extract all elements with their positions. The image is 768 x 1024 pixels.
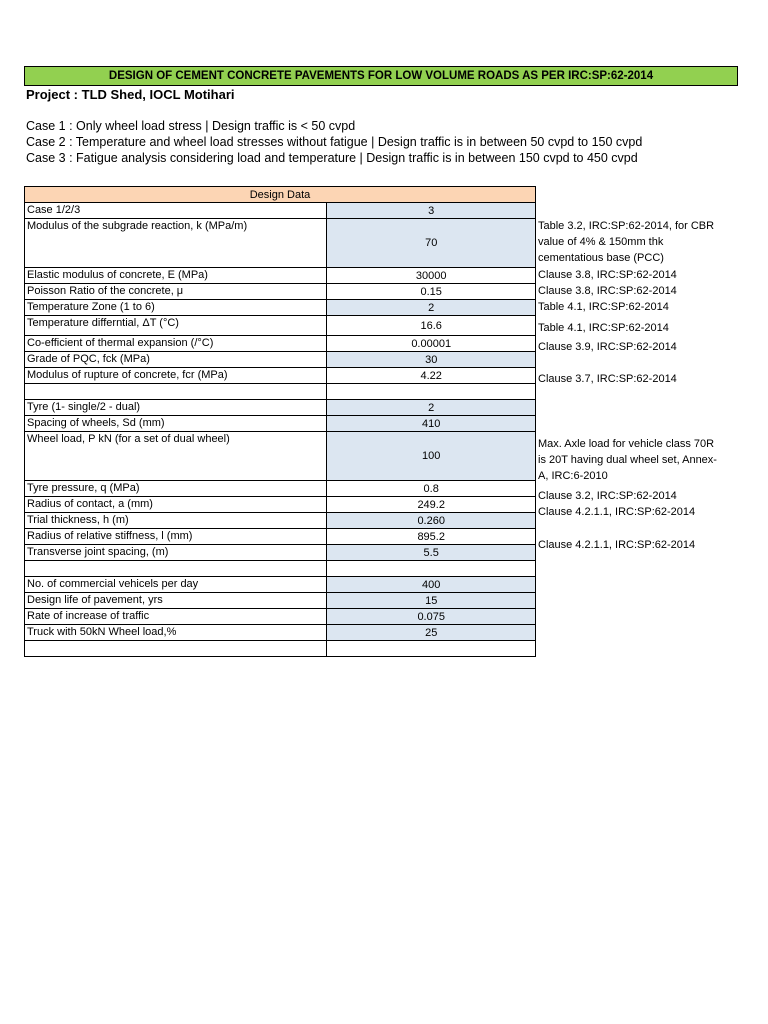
row-label: Elastic modulus of concrete, E (MPa)	[25, 268, 327, 284]
row-label: Tyre (1- single/2 - dual)	[25, 400, 327, 416]
table-row	[25, 497, 536, 513]
relative-stiffness-cell[interactable]: 895.2	[327, 529, 536, 545]
row-label: Tyre pressure, q (MPa)	[25, 481, 327, 497]
row-label	[25, 384, 327, 400]
case-3-text: Case 3 : Fatigue analysis considering load and temperature | Design traffic is in between 150 cvpd to 450 cvpd	[26, 151, 638, 165]
note-line: cementatious base (PCC)	[538, 252, 664, 264]
elastic-reference-note: Clause 3.8, IRC:SP:62-2014	[538, 269, 677, 281]
temp-diff-reference-note: Table 4.1, IRC:SP:62-2014	[538, 322, 669, 334]
elastic-modulus-cell[interactable]: 30000	[327, 268, 536, 284]
table-row	[25, 513, 536, 529]
row-label: Modulus of rupture of concrete, fcr (MPa)	[25, 368, 327, 384]
row-label: Trial thickness, h (m)	[25, 513, 327, 529]
sheet-title: DESIGN OF CEMENT CONCRETE PAVEMENTS FOR LOW VOLUME ROADS AS PER IRC:SP:62-2014	[24, 66, 738, 86]
row-label: Temperature differntial, ΔT (°C)	[25, 316, 327, 336]
tyre-pressure-cell[interactable]: 0.8	[327, 481, 536, 497]
case-descriptions	[26, 118, 642, 166]
thermal-expansion-cell[interactable]: 0.00001	[327, 336, 536, 352]
trial-thickness-cell[interactable]: 0.260	[327, 513, 536, 529]
table-row	[25, 368, 536, 384]
empty-cell[interactable]	[327, 561, 536, 577]
truck-percent-cell[interactable]: 25	[327, 625, 536, 641]
table-row	[25, 203, 536, 219]
row-label: No. of commercial vehicels per day	[25, 577, 327, 593]
empty-cell[interactable]	[327, 384, 536, 400]
poisson-reference-note: Clause 3.8, IRC:SP:62-2014	[538, 285, 677, 297]
case-value-cell[interactable]: 3	[327, 203, 536, 219]
poisson-ratio-cell[interactable]: 0.15	[327, 284, 536, 300]
row-label	[25, 561, 327, 577]
case-2-text: Case 2 : Temperature and wheel load stresses without fatigue | Design traffic is in between 50 cvpd to 150 cvpd	[26, 135, 643, 149]
note-line: A, IRC:6-2010	[538, 470, 608, 482]
empty-cell[interactable]	[327, 641, 536, 657]
row-label: Truck with 50kN Wheel load,%	[25, 625, 327, 641]
table-row	[25, 416, 536, 432]
table-row	[25, 545, 536, 561]
row-label	[25, 641, 327, 657]
zone-reference-note: Table 4.1, IRC:SP:62-2014	[538, 301, 669, 313]
tyre-type-cell[interactable]: 2	[327, 400, 536, 416]
row-label: Case 1/2/3	[25, 203, 327, 219]
table-row	[25, 284, 536, 300]
row-label: Poisson Ratio of the concrete, μ	[25, 284, 327, 300]
row-label: Modulus of the subgrade reaction, k (MPa/m)	[25, 219, 327, 268]
subgrade-reference-note	[538, 218, 738, 266]
wheel-spacing-cell[interactable]: 410	[327, 416, 536, 432]
table-row	[25, 481, 536, 497]
row-label: Rate of increase of traffic	[25, 609, 327, 625]
tyre-pressure-reference-note: Clause 3.2, IRC:SP:62-2014	[538, 490, 677, 502]
row-label: Wheel load, P kN (for a set of dual wheel)	[25, 432, 327, 481]
design-data-heading: Design Data	[25, 187, 536, 203]
row-label: Radius of relative stiffness, l (mm)	[25, 529, 327, 545]
table-row	[25, 384, 536, 400]
case-1-text: Case 1 : Only wheel load stress | Design traffic is < 50 cvpd	[26, 119, 356, 133]
note-line: Table 3.2, IRC:SP:62-2014, for CBR	[538, 220, 715, 232]
row-label: Co-efficient of thermal expansion (/°C)	[25, 336, 327, 352]
table-row	[25, 593, 536, 609]
row-label: Temperature Zone (1 to 6)	[25, 300, 327, 316]
pqc-grade-cell[interactable]: 30	[327, 352, 536, 368]
note-line: is 20T having dual wheel set, Annex-	[538, 454, 717, 466]
table-row	[25, 400, 536, 416]
rupture-reference-note: Clause 3.7, IRC:SP:62-2014	[538, 373, 677, 385]
vehicles-per-day-cell[interactable]: 400	[327, 577, 536, 593]
table-row	[25, 641, 536, 657]
wheel-load-cell[interactable]: 100	[327, 432, 536, 481]
design-data-table	[24, 186, 536, 657]
row-label: Grade of PQC, fck (MPa)	[25, 352, 327, 368]
subgrade-value-cell[interactable]: 70	[327, 219, 536, 268]
project-name: Project : TLD Shed, IOCL Motihari	[26, 87, 235, 102]
row-label: Transverse joint spacing, (m)	[25, 545, 327, 561]
table-row	[25, 529, 536, 545]
note-line: value of 4% & 150mm thk	[538, 236, 664, 248]
row-label: Radius of contact, a (mm)	[25, 497, 327, 513]
table-row	[25, 300, 536, 316]
table-row	[25, 268, 536, 284]
joint-spacing-cell[interactable]: 5.5	[327, 545, 536, 561]
stiffness-reference-note: Clause 4.2.1.1, IRC:SP:62-2014	[538, 539, 696, 551]
design-life-cell[interactable]: 15	[327, 593, 536, 609]
radius-reference-note: Clause 4.2.1.1, IRC:SP:62-2014	[538, 506, 696, 518]
wheel-load-reference-note	[538, 436, 738, 484]
modulus-rupture-cell[interactable]: 4.22	[327, 368, 536, 384]
table-row	[25, 219, 536, 268]
table-row	[25, 352, 536, 368]
table-row	[25, 432, 536, 481]
radius-contact-cell[interactable]: 249.2	[327, 497, 536, 513]
table-row	[25, 336, 536, 352]
note-line: Max. Axle load for vehicle class 70R	[538, 438, 715, 450]
temperature-differential-cell[interactable]: 16.6	[327, 316, 536, 336]
row-label: Design life of pavement, yrs	[25, 593, 327, 609]
traffic-increase-cell[interactable]: 0.075	[327, 609, 536, 625]
row-label: Spacing of wheels, Sd (mm)	[25, 416, 327, 432]
table-row	[25, 561, 536, 577]
table-row	[25, 625, 536, 641]
thermal-reference-note: Clause 3.9, IRC:SP:62-2014	[538, 341, 677, 353]
table-row	[25, 609, 536, 625]
temperature-zone-cell[interactable]: 2	[327, 300, 536, 316]
table-row	[25, 577, 536, 593]
table-row	[25, 316, 536, 336]
